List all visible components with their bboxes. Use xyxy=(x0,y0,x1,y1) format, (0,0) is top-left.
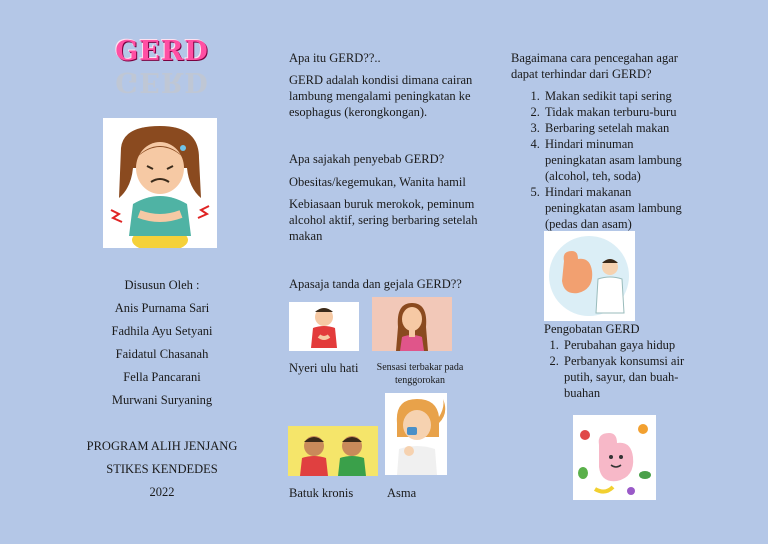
symptom-label: Batuk kronis xyxy=(289,486,354,500)
treatment-list xyxy=(544,337,712,401)
coughing-children-illustration xyxy=(288,426,378,476)
woman-stomach-pain-illustration xyxy=(103,118,217,248)
asthma-girl-inhaler-illustration xyxy=(385,393,447,475)
institution-block xyxy=(72,435,252,504)
brochure-title: GERD xyxy=(115,36,209,67)
symptom-label: Sensasi terbakar pada tenggorokan xyxy=(376,362,464,386)
prevention-heading: Bagaimana cara pencegahan agar dapat terhindar dari GERD? xyxy=(511,51,678,81)
prevention-item: 3. Berbaring setelah makan xyxy=(543,120,691,136)
prevention-item: 2. Tidak makan terburu-buru xyxy=(543,104,691,120)
institution-name: STIKES KENDEDES xyxy=(106,462,218,476)
authors-heading: Disusun Oleh : xyxy=(124,278,200,292)
question-what-is-gerd: Apa itu GERD??.. xyxy=(289,51,381,65)
prevention-item: 4. Hindari minuman peningkatan asam lambung (alcohol, teh, soda) xyxy=(543,136,691,184)
burning-throat-woman-illustration xyxy=(372,297,452,351)
question-symptoms: Apasaja tanda dan gejala GERD?? xyxy=(289,277,462,291)
program-line: PROGRAM ALIH JENJANG xyxy=(86,439,238,453)
author-name: Murwani Suryaning xyxy=(111,393,213,407)
brochure-title-reflection: GERD xyxy=(115,66,209,97)
year: 2022 xyxy=(149,485,175,499)
treatment-item: 1. Perubahan gaya hidup xyxy=(562,337,712,353)
prevention-item: 1. Makan sedikit tapi sering xyxy=(543,88,691,104)
author-name: Fadhila Ayu Setyani xyxy=(111,324,213,338)
symptom-label: Asma xyxy=(387,486,417,500)
treatment-heading: Pengobatan GERD xyxy=(544,322,640,336)
treatment-item: 2. Perbanyak konsumsi air putih, sayur, dan buah-buahan xyxy=(562,353,712,401)
stomach-doctor-illustration xyxy=(544,231,635,321)
symptom-label: Nyeri ulu hati xyxy=(289,361,359,375)
author-name: Faidatul Chasanah xyxy=(115,347,209,361)
authors-block xyxy=(72,274,252,412)
answer-causes-1: Obesitas/kegemukan, Wanita hamil xyxy=(289,175,466,189)
heartburn-child-illustration xyxy=(289,302,359,351)
answer-what-is-gerd: GERD adalah kondisi dimana cairan lambung mengalami peningkatan ke esophagus (kerongkongan). xyxy=(289,73,473,119)
healthy-stomach-food-illustration xyxy=(573,415,656,500)
answer-causes-2: Kebiasaan buruk merokok, peminum alcohol aktif, sering berbaring setelah makan xyxy=(289,197,478,243)
prevention-list xyxy=(511,88,691,232)
author-name: Fella Pancarani xyxy=(123,370,201,384)
author-name: Anis Purnama Sari xyxy=(114,301,210,315)
question-causes: Apa sajakah penyebab GERD? xyxy=(289,152,445,166)
prevention-item: 5. Hindari makanan peningkatan asam lambung (pedas dan asam) xyxy=(543,184,691,232)
